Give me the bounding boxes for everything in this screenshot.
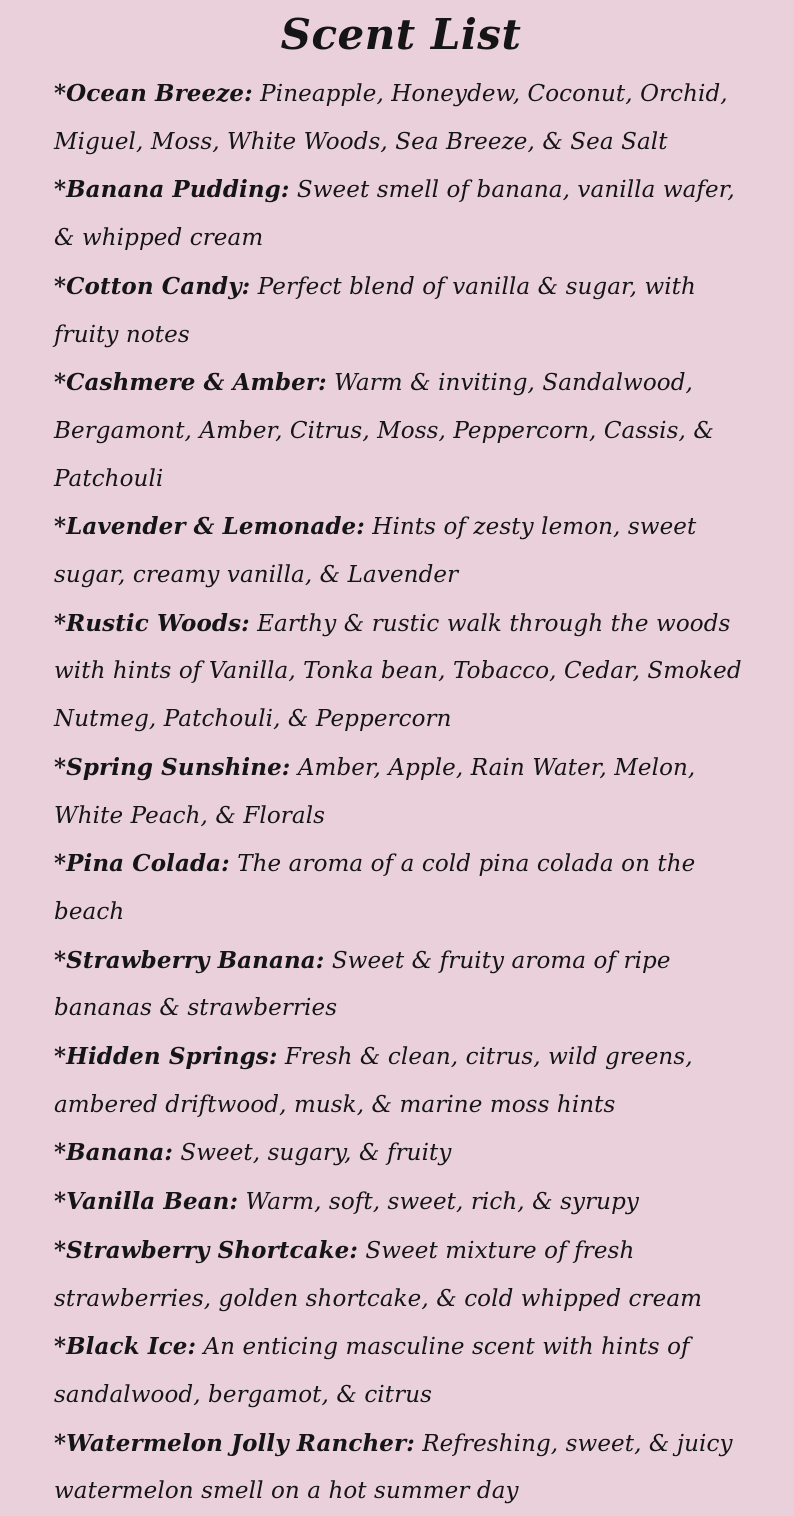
scent-name: *Pina Colada: <box>54 850 230 878</box>
scent-description: Refreshing, sweet, & juicy watermelon smell on a hot summer day <box>54 1430 733 1505</box>
scent-name: *Banana Pudding: <box>54 176 290 204</box>
scent-name: *Banana: <box>54 1139 173 1167</box>
scent-name: *Spring Sunshine: <box>54 753 291 781</box>
scent-description: Perfect blend of vanilla & sugar, with fruity notes <box>54 273 696 348</box>
scent-description: Warm & inviting, Sandalwood, Bergamont, Amber, Citrus, Moss, Peppercorn, Cassis, & Patchouli <box>54 370 714 492</box>
scent-item <box>54 937 748 1033</box>
scent-item <box>54 359 748 503</box>
scent-description: An enticing masculine scent with hints of sandalwood, bergamot, & citrus <box>54 1334 690 1408</box>
scent-name: *Rustic Woods: <box>54 609 250 637</box>
scent-name: *Cashmere & Amber: <box>54 369 327 397</box>
scent-description: Earthy & rustic walk through the woods with hints of Vanilla, Tonka bean, Tobacco, Cedar, Smoked Nutmeg, Patchouli, & Peppercorn <box>54 610 742 733</box>
scent-name: *Vanilla Bean: <box>54 1188 239 1216</box>
scent-item <box>54 1420 748 1516</box>
scent-item <box>54 840 748 936</box>
scent-description: Hints of zesty lemon, sweet sugar, creamy vanilla, & Lavender <box>54 514 697 589</box>
page-title: Scent List <box>280 10 522 59</box>
scent-description: Warm, soft, sweet, rich, & syrupy <box>245 1189 639 1216</box>
scent-item <box>54 1323 748 1419</box>
scent-description: Sweet & fruity aroma of ripe bananas & strawberries <box>54 947 671 1022</box>
scent-name: *Lavender & Lemonade: <box>54 513 365 541</box>
scent-item <box>54 263 748 359</box>
scent-description: The aroma of a cold pina colada on the beach <box>54 851 696 925</box>
scent-description: Sweet, sugary, & fruity <box>180 1140 452 1167</box>
scent-name: *Strawberry Banana: <box>54 946 325 974</box>
scent-name: *Watermelon Jolly Rancher: <box>54 1429 415 1457</box>
scent-name: *Ocean Breeze: <box>54 80 253 107</box>
scent-item <box>54 1178 748 1227</box>
scent-item <box>54 1033 748 1129</box>
scent-description: Amber, Apple, Rain Water, Melon, White Peach, & Florals <box>54 754 696 829</box>
scent-description: Fresh & clean, citrus, wild greens, ambered driftwood, musk, & marine moss hints <box>54 1044 693 1118</box>
scent-description: Sweet mixture of fresh strawberries, golden shortcake, & cold whipped cream <box>54 1237 703 1312</box>
scent-item <box>54 503 748 599</box>
scent-item <box>54 166 748 262</box>
scent-item <box>54 70 748 166</box>
scent-name: *Cotton Candy: <box>54 272 251 300</box>
scent-description: Pineapple, Honeydew, Coconut, Orchid, Miguel, Moss, White Woods, Sea Breeze, & Sea Salt <box>54 81 728 155</box>
scent-name: *Hidden Springs: <box>54 1043 278 1071</box>
scent-list <box>54 70 748 1516</box>
scent-item <box>54 1129 748 1178</box>
scent-item <box>54 1227 748 1323</box>
scent-description: Sweet smell of banana, vanilla wafer, & whipped cream <box>54 177 735 252</box>
scent-name: *Black Ice: <box>54 1333 197 1361</box>
scent-item <box>54 744 748 840</box>
scent-item <box>54 600 748 744</box>
scent-name: *Strawberry Shortcake: <box>54 1236 358 1264</box>
